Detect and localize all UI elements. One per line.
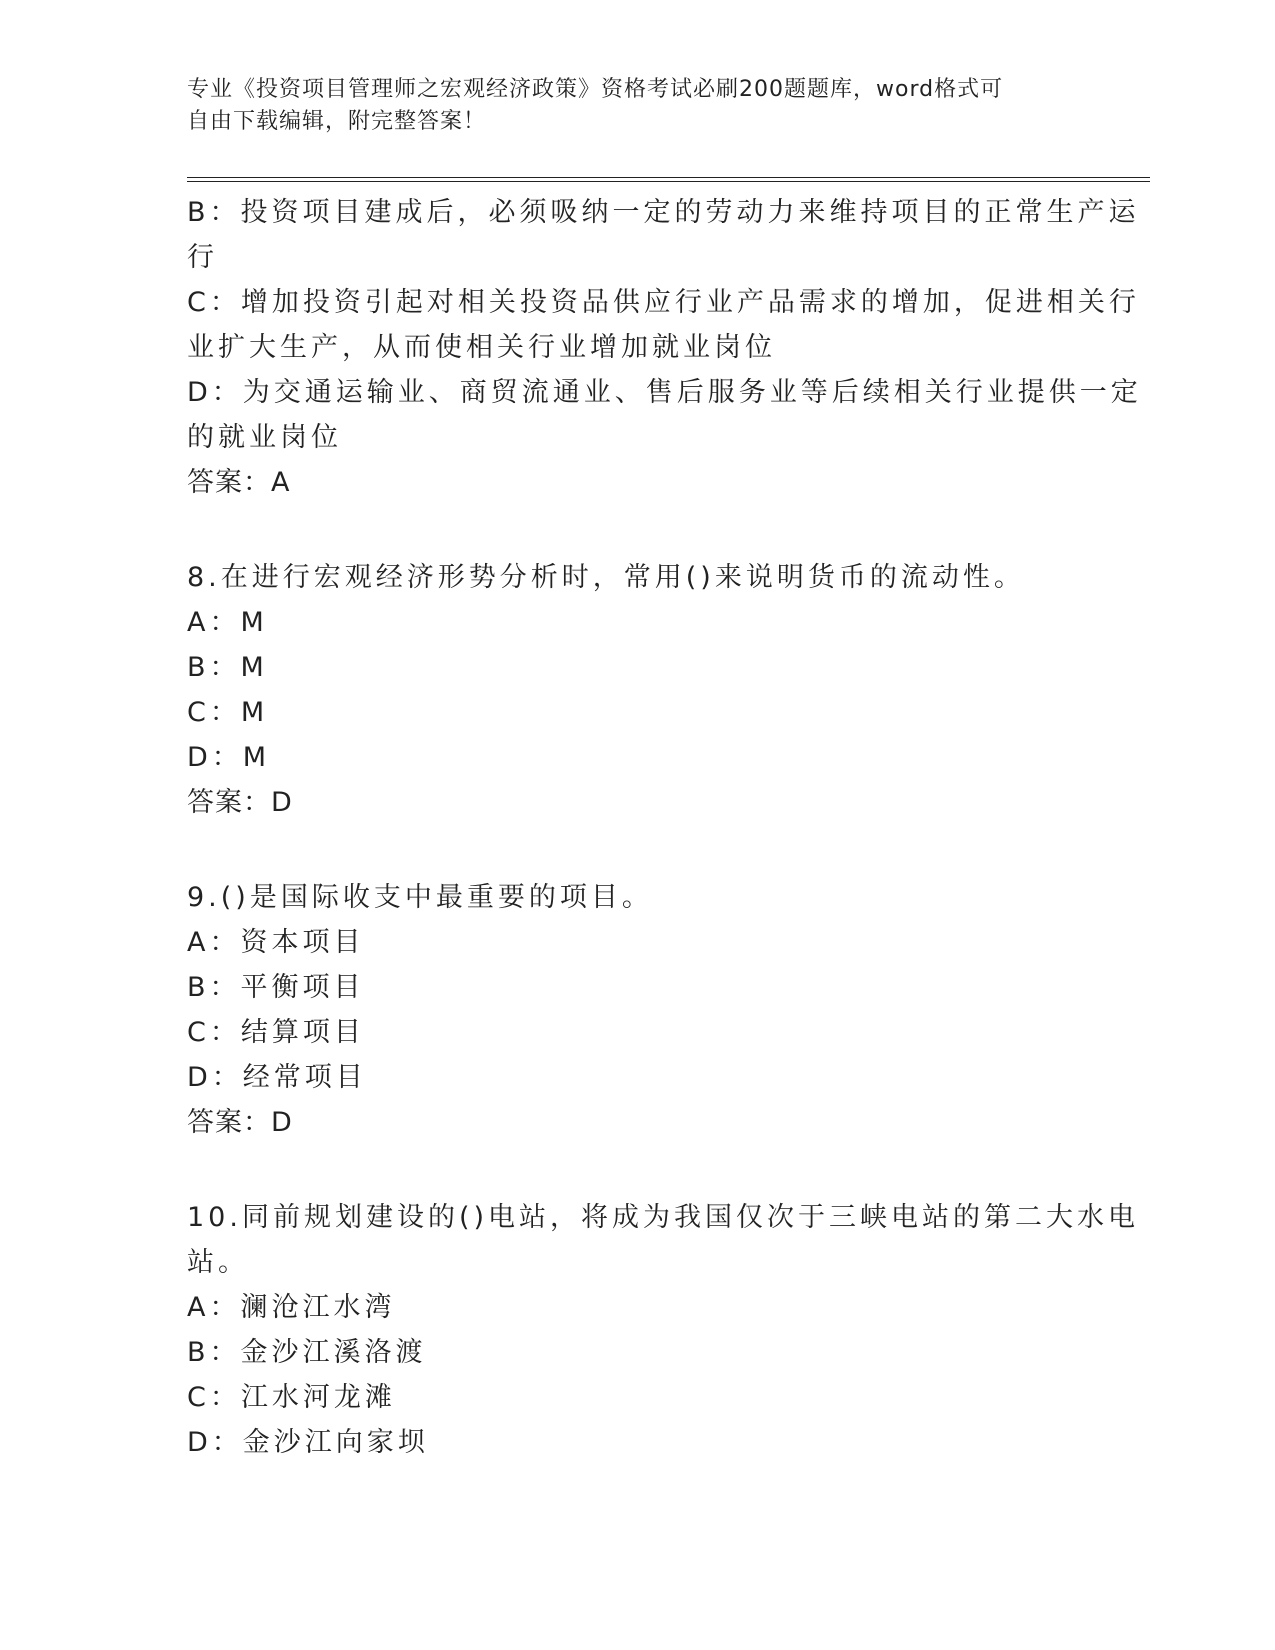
header-rule-bottom [187, 181, 1150, 182]
question-7-block [187, 190, 1142, 505]
spacer [187, 825, 1077, 875]
q10-option-c: C：江水河龙滩 [187, 1382, 396, 1413]
spacer [187, 1145, 1077, 1195]
document-body [187, 190, 1142, 1465]
question-8-block [187, 555, 1077, 825]
question-9-block [187, 875, 1077, 1145]
header-line-1: 专业《投资项目管理师之宏观经济政策》资格考试必刷200题题库，word格式可 [187, 77, 1004, 102]
q7-option-c-line-2: 业扩大生产，从而使相关行业增加就业岗位 [187, 332, 776, 363]
document-header [187, 74, 1067, 138]
q7-option-b-line-1: B：投资项目建成后，必须吸纳一定的劳动力来维持项目的正常生产运 [187, 197, 1140, 228]
q10-option-d: D：金沙江向家坝 [187, 1427, 429, 1458]
q8-option-d: D：M [187, 742, 271, 773]
q7-option-d-line-2: 的就业岗位 [187, 422, 342, 453]
q10-option-b: B：金沙江溪洛渡 [187, 1337, 427, 1368]
q10-option-a: A：澜沧江水湾 [187, 1292, 396, 1323]
q8-answer: 答案：D [187, 787, 293, 818]
question-10-block [187, 1195, 1140, 1465]
q10-question-line-1: 10.同前规划建设的()电站，将成为我国仅次于三峡电站的第二大水电 [187, 1202, 1140, 1233]
q9-option-d: D：经常项目 [187, 1062, 367, 1093]
q9-answer: 答案：D [187, 1107, 293, 1138]
q8-question: 8.在进行宏观经济形势分析时，常用()来说明货币的流动性。 [187, 562, 1025, 593]
q7-option-c-line-1: C：增加投资引起对相关投资品供应行业产品需求的增加，促进相关行 [187, 287, 1140, 318]
q9-option-b: B：平衡项目 [187, 972, 365, 1003]
q8-option-a: A：M [187, 607, 268, 638]
q8-option-b: B：M [187, 652, 268, 683]
q9-question: 9.()是国际收支中最重要的项目。 [187, 882, 653, 913]
q9-option-c: C：结算项目 [187, 1017, 365, 1048]
q7-option-d-line-1: D：为交通运输业、商贸流通业、售后服务业等后续相关行业提供一定 [187, 377, 1142, 408]
q7-answer: 答案：A [187, 467, 291, 498]
q7-option-b-line-2: 行 [187, 242, 218, 273]
header-rule-top [187, 177, 1150, 178]
header-line-2: 自由下载编辑，附完整答案！ [187, 109, 487, 134]
q8-option-c: C：M [187, 697, 269, 728]
q9-option-a: A：资本项目 [187, 927, 365, 958]
spacer [187, 505, 1077, 555]
q10-question-line-2: 站。 [187, 1247, 249, 1278]
